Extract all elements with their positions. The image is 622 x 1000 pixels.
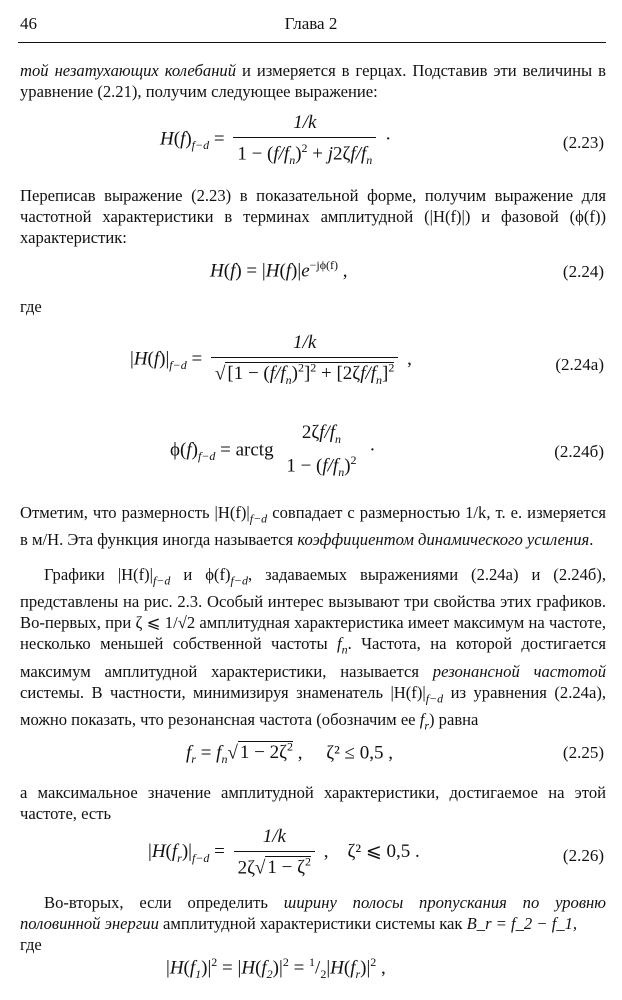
paragraph-text: амплитудной характеристики системы как [158,914,467,933]
subscript: f−d [425,690,444,705]
equation-number: (2.23) [562,133,604,152]
paragraph-text: ) равна [429,709,479,729]
fraction: $2\zeta f/f_n$ $1 - (f/f_n)^2$ [286,422,357,479]
equation-2-24a: $|H(f)|_{f-d}$ = $\frac{1/k}{√ [1 - (f/f_n)^2]^2 + [2\zeta f/f_n]^2}$ , [130,332,412,388]
paragraph-text: системы. В частности, минимизируя знаменатель |H(f)| [20,682,426,702]
equation-2-23: $H(f)_{f-d}$ = $\frac{1/k}{1 - (f/f_n)^2 + j2\zeta f/f_n}$ · [160,112,392,168]
fraction: $\frac{1/k}{1 - (f/f_n)^2 + j2\zeta f/f_n}$ [233,112,376,168]
paragraph-text: и ϕ(f) [170,565,231,584]
equation-number: (2.24) [562,262,604,281]
fraction: $\frac{1/k}{2\zeta√ 1 - \zeta^2}$ [234,826,315,879]
paragraph-1 [20,60,606,102]
paragraph-6: а максимальное значение амплитудной характеристики, достигаемое на этой частоте, есть [20,783,606,823]
paragraph-text: Графики |H(f)| [44,565,153,584]
paragraph-text: , задаваемых выражениями (2.24а) и (2.24б), представлены на рис. 2.3. Особый интерес вызывают три свойства этих графиков. Во-первых, при ζ ⩽ 1/√2 амплитудная характеристика имеет максимум на частоте, несколько меньшей собственной частоты [20,565,606,654]
italic-term: резонансной частотой [432,661,607,681]
subscript: f−d [152,573,171,588]
paragraph-text: из уравнения (2.24а), можно показать, что резонансная частота (обозначим ее [20,682,606,729]
paragraph-text: совпадает с размерностью 1/k, т. е. измеряется в м/Н. Эта функция иногда называется [20,503,606,550]
paragraph-4 [20,502,606,550]
italic-term: той незатухающих колебаний [20,61,237,80]
equation-half-power: $|H(f_1)|^2 = |H(f_2)|^2 = ^1/_2|H(f_r)|^2$ , [166,955,386,982]
equation-2-24: $H(f) = |H(f)|e^{-j\phi(f)}$ , [210,258,348,282]
paragraph-2: Переписав выражение (2.23) в показательной форме, получим выражение для частотной характеристики в терминах амплитудной (|H(f)|) и фазовой (ϕ(f)) характеристик: [20,186,606,247]
paragraph-text: . [589,530,594,550]
arctg-label: arctg [235,439,274,461]
paragraph-text: где [20,935,42,954]
italic-term: коэффициентом динамического усиления [297,530,590,550]
subscript: r [424,718,429,733]
paragraph-7 [20,892,606,955]
equation-number: (2.24а) [555,355,604,374]
fraction: $\frac{1/k}{√ [1 - (f/f_n)^2]^2 + [2\zeta f/f_n]^2}$ [211,332,398,388]
equation-number: (2.26) [562,846,604,865]
condition: ζ² ≤ 0,5 , [326,742,393,764]
italic-term: ширину полосы пропускания по уровню половинной энергии [20,893,606,933]
symbol: f [419,709,425,729]
subscript: f−d [230,573,248,588]
paragraph-3: где [20,297,42,316]
inline-math: B_r = f_2 − f_1, [466,914,578,933]
subscript: f−d [249,511,268,526]
equation-2-25: $f_r = f_n√$ $1 - 2\zeta^2$ , ζ² ≤ 0,5 , [186,740,393,767]
paragraph-text: Отметим, что размерность |H(f)| [20,503,250,522]
equation-number: (2.24б) [554,442,604,461]
condition: ζ² ⩽ 0,5 . [347,841,420,863]
equation-number: (2.25) [562,743,604,762]
equation-2-24b: $\phi(f)_{f-d}$ = arctg $2\zeta f/f_n$ $1 - (f/f_n)^2$ · [170,422,376,479]
paragraph-5 [20,564,606,736]
page-number: 46 [20,14,37,33]
header-rule [18,42,606,43]
equation-2-26: $|H(f_r)|_{f-d}$ = $\frac{1/k}{2\zeta√ 1 - \zeta^2}$ , ζ² ⩽ 0,5 . [148,826,420,879]
chapter-title: Глава 2 [284,14,338,33]
paragraph-text: и измеряется в герцах. Подставив эти величины в уравнение (2.21), получим следующее выражение: [20,61,606,101]
paragraph-text: . Частота, на которой достигается максимум амплитудной характеристики, называется [20,634,606,681]
paragraph-text: Во-вторых, если определить [44,893,284,912]
symbol: f [337,634,342,654]
subscript: n [341,642,348,657]
